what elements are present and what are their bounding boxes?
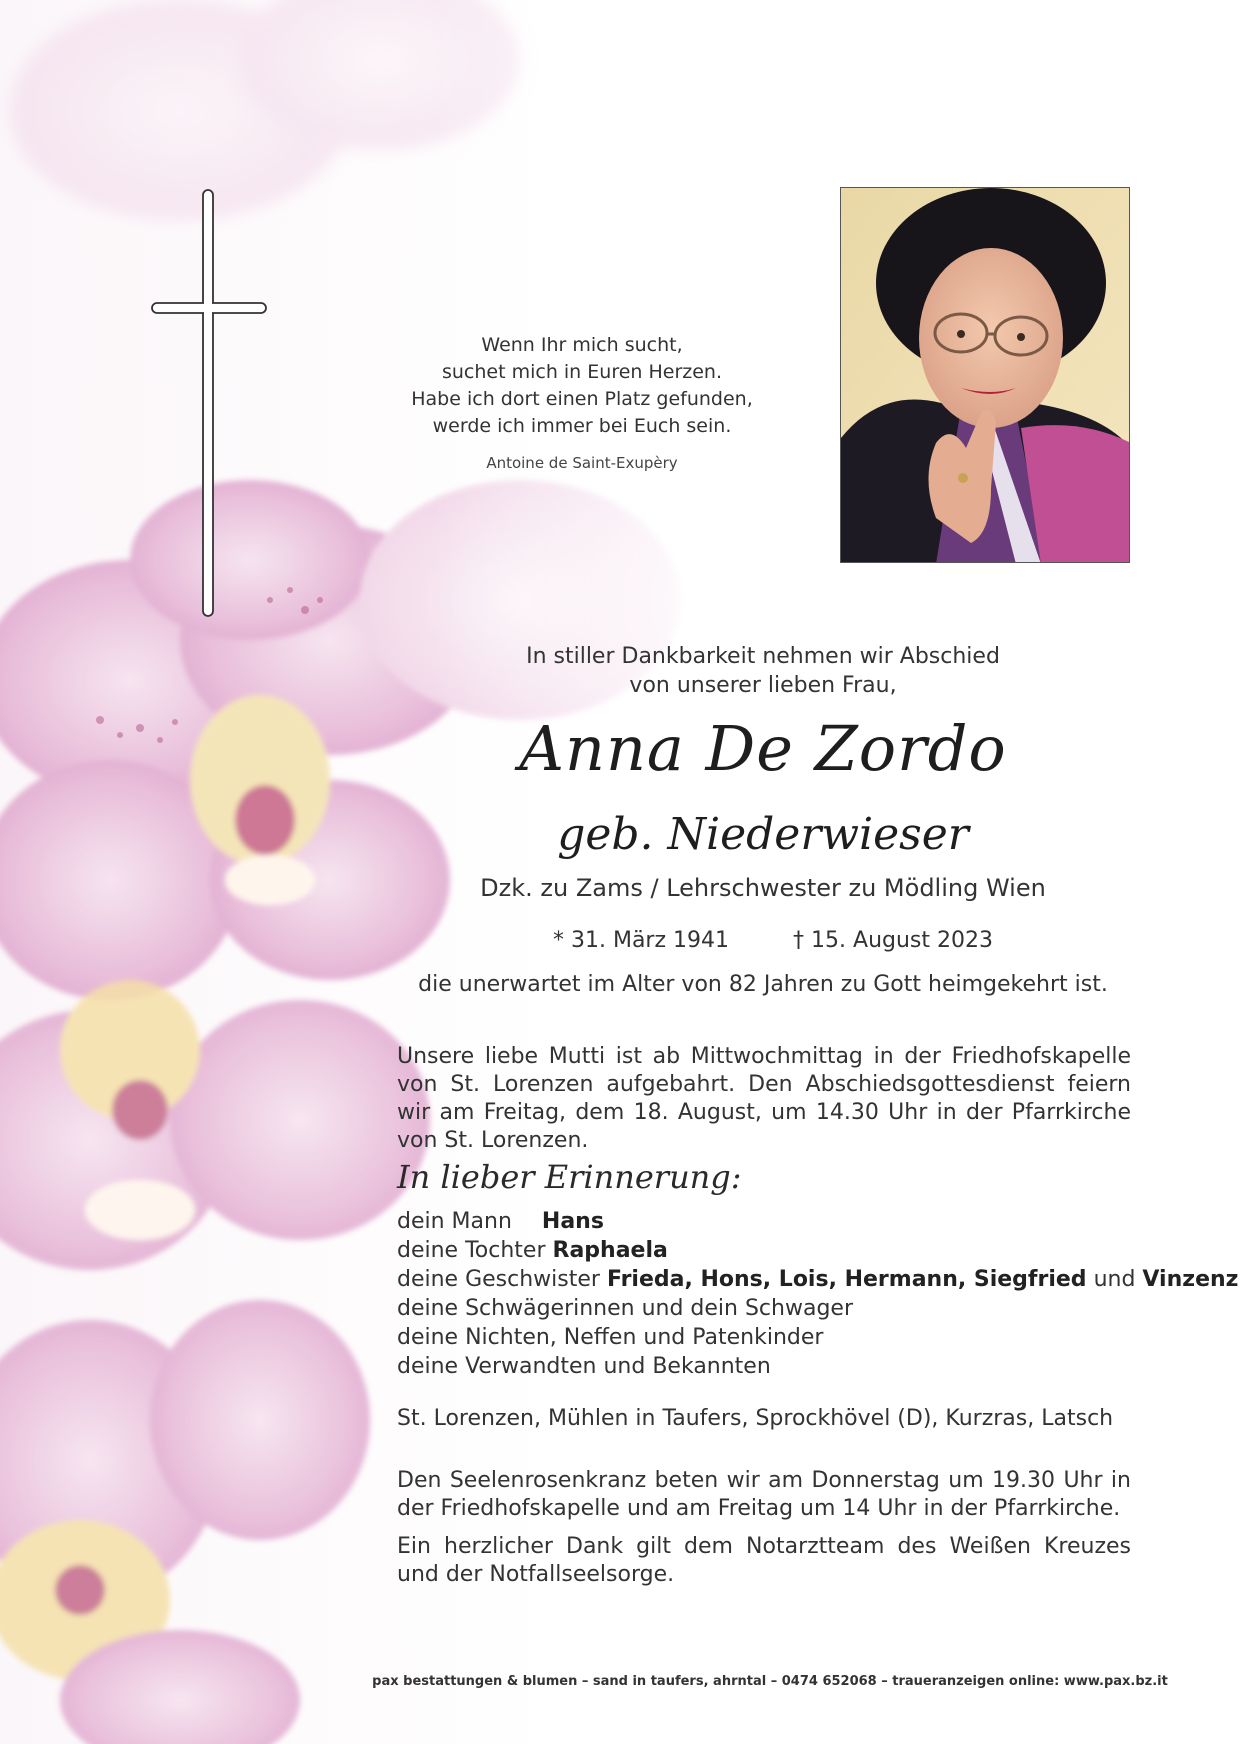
daughter-name: Raphaela [552, 1238, 668, 1263]
thanks-paragraph: Ein herzlicher Dank gilt dem Notarztteam des Weißen Kreuzes und der Notfallseelsorge. [397, 1534, 1131, 1587]
places-line: St. Lorenzen, Mühlen in Taufers, Sprockhövel (D), Kurzras, Latsch [397, 1406, 1114, 1431]
siblings-und: und [1093, 1267, 1136, 1292]
siblings-names: Frieda, Hons, Lois, Hermann, Siegfried [606, 1267, 1087, 1292]
intro-text [470, 642, 1056, 700]
portrait-image [841, 188, 1130, 563]
quote-author: Antoine de Saint-Exupèry [486, 454, 678, 472]
family-row-daughter [397, 1236, 1137, 1265]
intro-line-1: In stiller Dankbarkeit nehmen wir Abschied [526, 644, 1000, 669]
memory-heading: In lieber Erinnerung: [397, 1158, 742, 1196]
husband-name: Hans [541, 1209, 604, 1234]
family-row-relatives: deine Verwandten und Bekannten [397, 1354, 771, 1379]
quote-line: suchet mich in Euren Herzen. [441, 361, 723, 383]
rosary-paragraph: Den Seelenrosenkranz beten wir am Donnerstag um 19.30 Uhr in der Friedhofskapelle und am Freitag um 14 Uhr in der Pfarrkirche. [397, 1468, 1131, 1521]
husband-prefix: dein Mann [397, 1209, 512, 1234]
portrait-photo [840, 187, 1130, 563]
deceased-role: Dzk. zu Zams / Lehrschwester zu Mödling Wien [480, 874, 1046, 902]
cross-icon [150, 188, 268, 618]
life-dates [553, 926, 993, 956]
family-row-siblings [397, 1265, 1239, 1294]
family-row-husband [397, 1207, 1137, 1236]
intro-line-2: von unserer lieben Frau, [629, 673, 897, 698]
quote-line: Wenn Ihr mich sucht, [481, 334, 683, 356]
siblings-prefix: deine Geschwister [397, 1267, 600, 1292]
footer-text: pax bestattungen & blumen – sand in taufers, ahrntal – 0474 652068 – traueranzeigen online: www.pax.bz.it [372, 1674, 1168, 1689]
siblings-last: Vinzenz [1142, 1267, 1239, 1292]
death-date: † 15. August 2023 [793, 928, 993, 953]
funeral-paragraph: Unsere liebe Mutti ist ab Mittwochmittag in der Friedhofskapelle von St. Lorenzen aufgebahrt. Den Abschiedsgottesdienst feiern wir am Freitag, dem 18. August, um 14.30 Uhr in der Pfarrkirche von St. Lorenzen. [397, 1044, 1131, 1153]
maiden-name: geb. Niederwieser [557, 809, 969, 860]
quote-line: werde ich immer bei Euch sein. [432, 415, 732, 437]
birth-date: * 31. März 1941 [553, 928, 730, 953]
daughter-prefix: deine Tochter [397, 1238, 546, 1263]
poem-quote [382, 332, 782, 477]
family-list [397, 1207, 1239, 1381]
deceased-name: Anna De Zordo [519, 712, 1007, 785]
family-row-nieces: deine Nichten, Neffen und Patenkinder [397, 1325, 824, 1350]
age-statement: die unerwartet im Alter von 82 Jahren zu Gott heimgekehrt ist. [418, 972, 1108, 997]
quote-line: Habe ich dort einen Platz gefunden, [411, 388, 753, 410]
family-row-inlaws: deine Schwägerinnen und dein Schwager [397, 1296, 853, 1321]
